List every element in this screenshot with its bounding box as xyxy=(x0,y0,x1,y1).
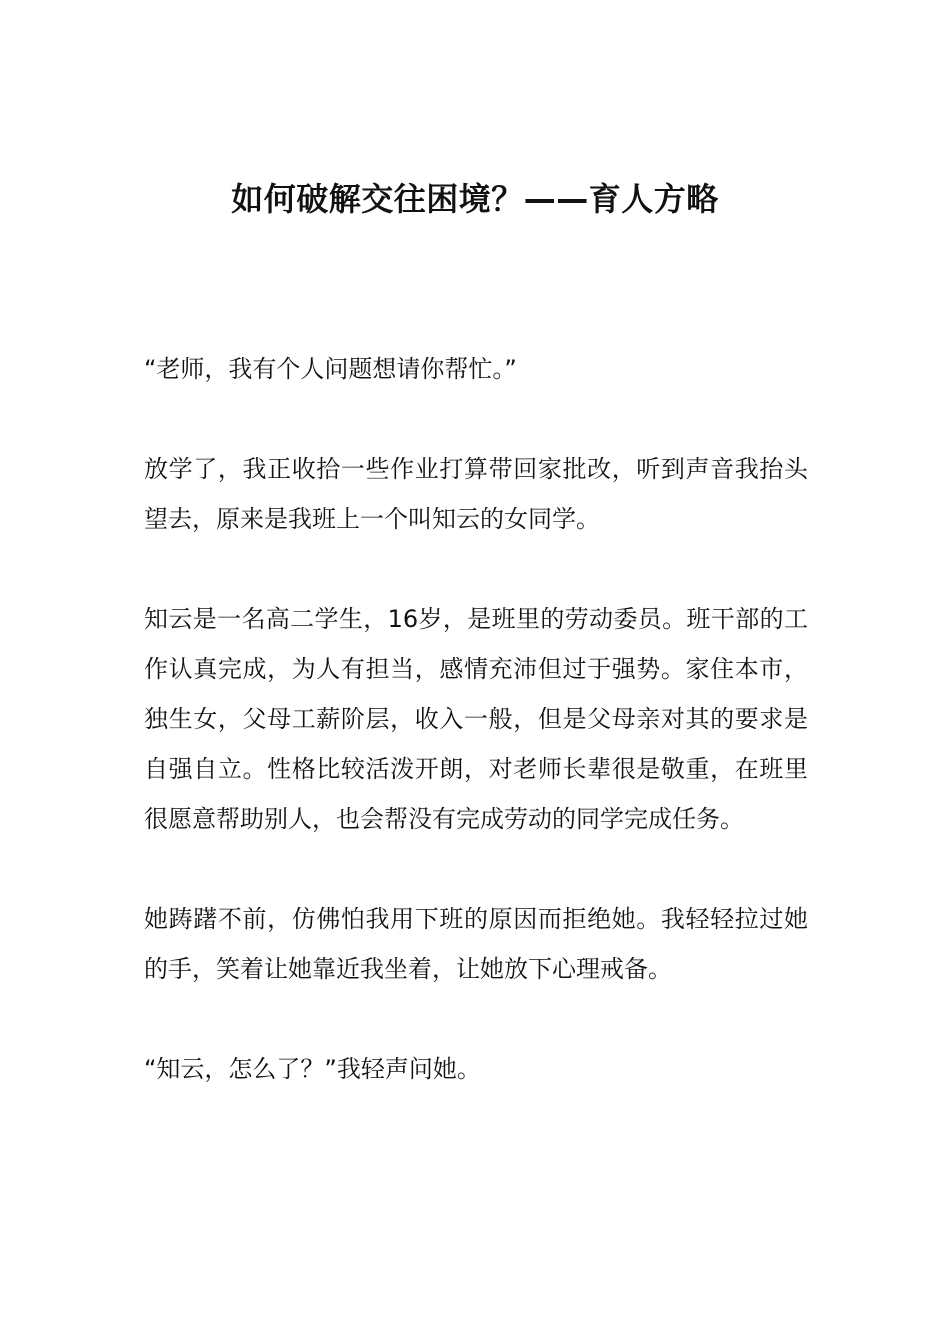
paragraph-1: “老师，我有个人问题想请你帮忙。” xyxy=(144,355,517,383)
paragraph-4: 她踌躇不前，仿佛怕我用下班的原因而拒绝她。我轻轻拉过她的手，笑着让她靠近我坐着，让她放下心理戒备。 xyxy=(144,905,808,983)
document-title: 如何破解交往困境？——育人方略 xyxy=(231,180,719,219)
paragraph-3: 知云是一名高二学生，16岁，是班里的劳动委员。班干部的工作认真完成，为人有担当，感情充沛但过于强势。家住本市，独生女，父母工薪阶层，收入一般，但是父母亲对其的要求是自强自立。性格比较活泼开朗，对老师长辈很是敬重，在班里很愿意帮助别人，也会帮没有完成劳动的同学完成任务。 xyxy=(144,605,808,833)
document-body xyxy=(144,344,808,1144)
paragraph-5: “知云，怎么了？”我轻声问她。 xyxy=(144,1055,481,1083)
paragraph-2: 放学了，我正收拾一些作业打算带回家批改，听到声音我抬头望去，原来是我班上一个叫知云的女同学。 xyxy=(144,455,808,533)
